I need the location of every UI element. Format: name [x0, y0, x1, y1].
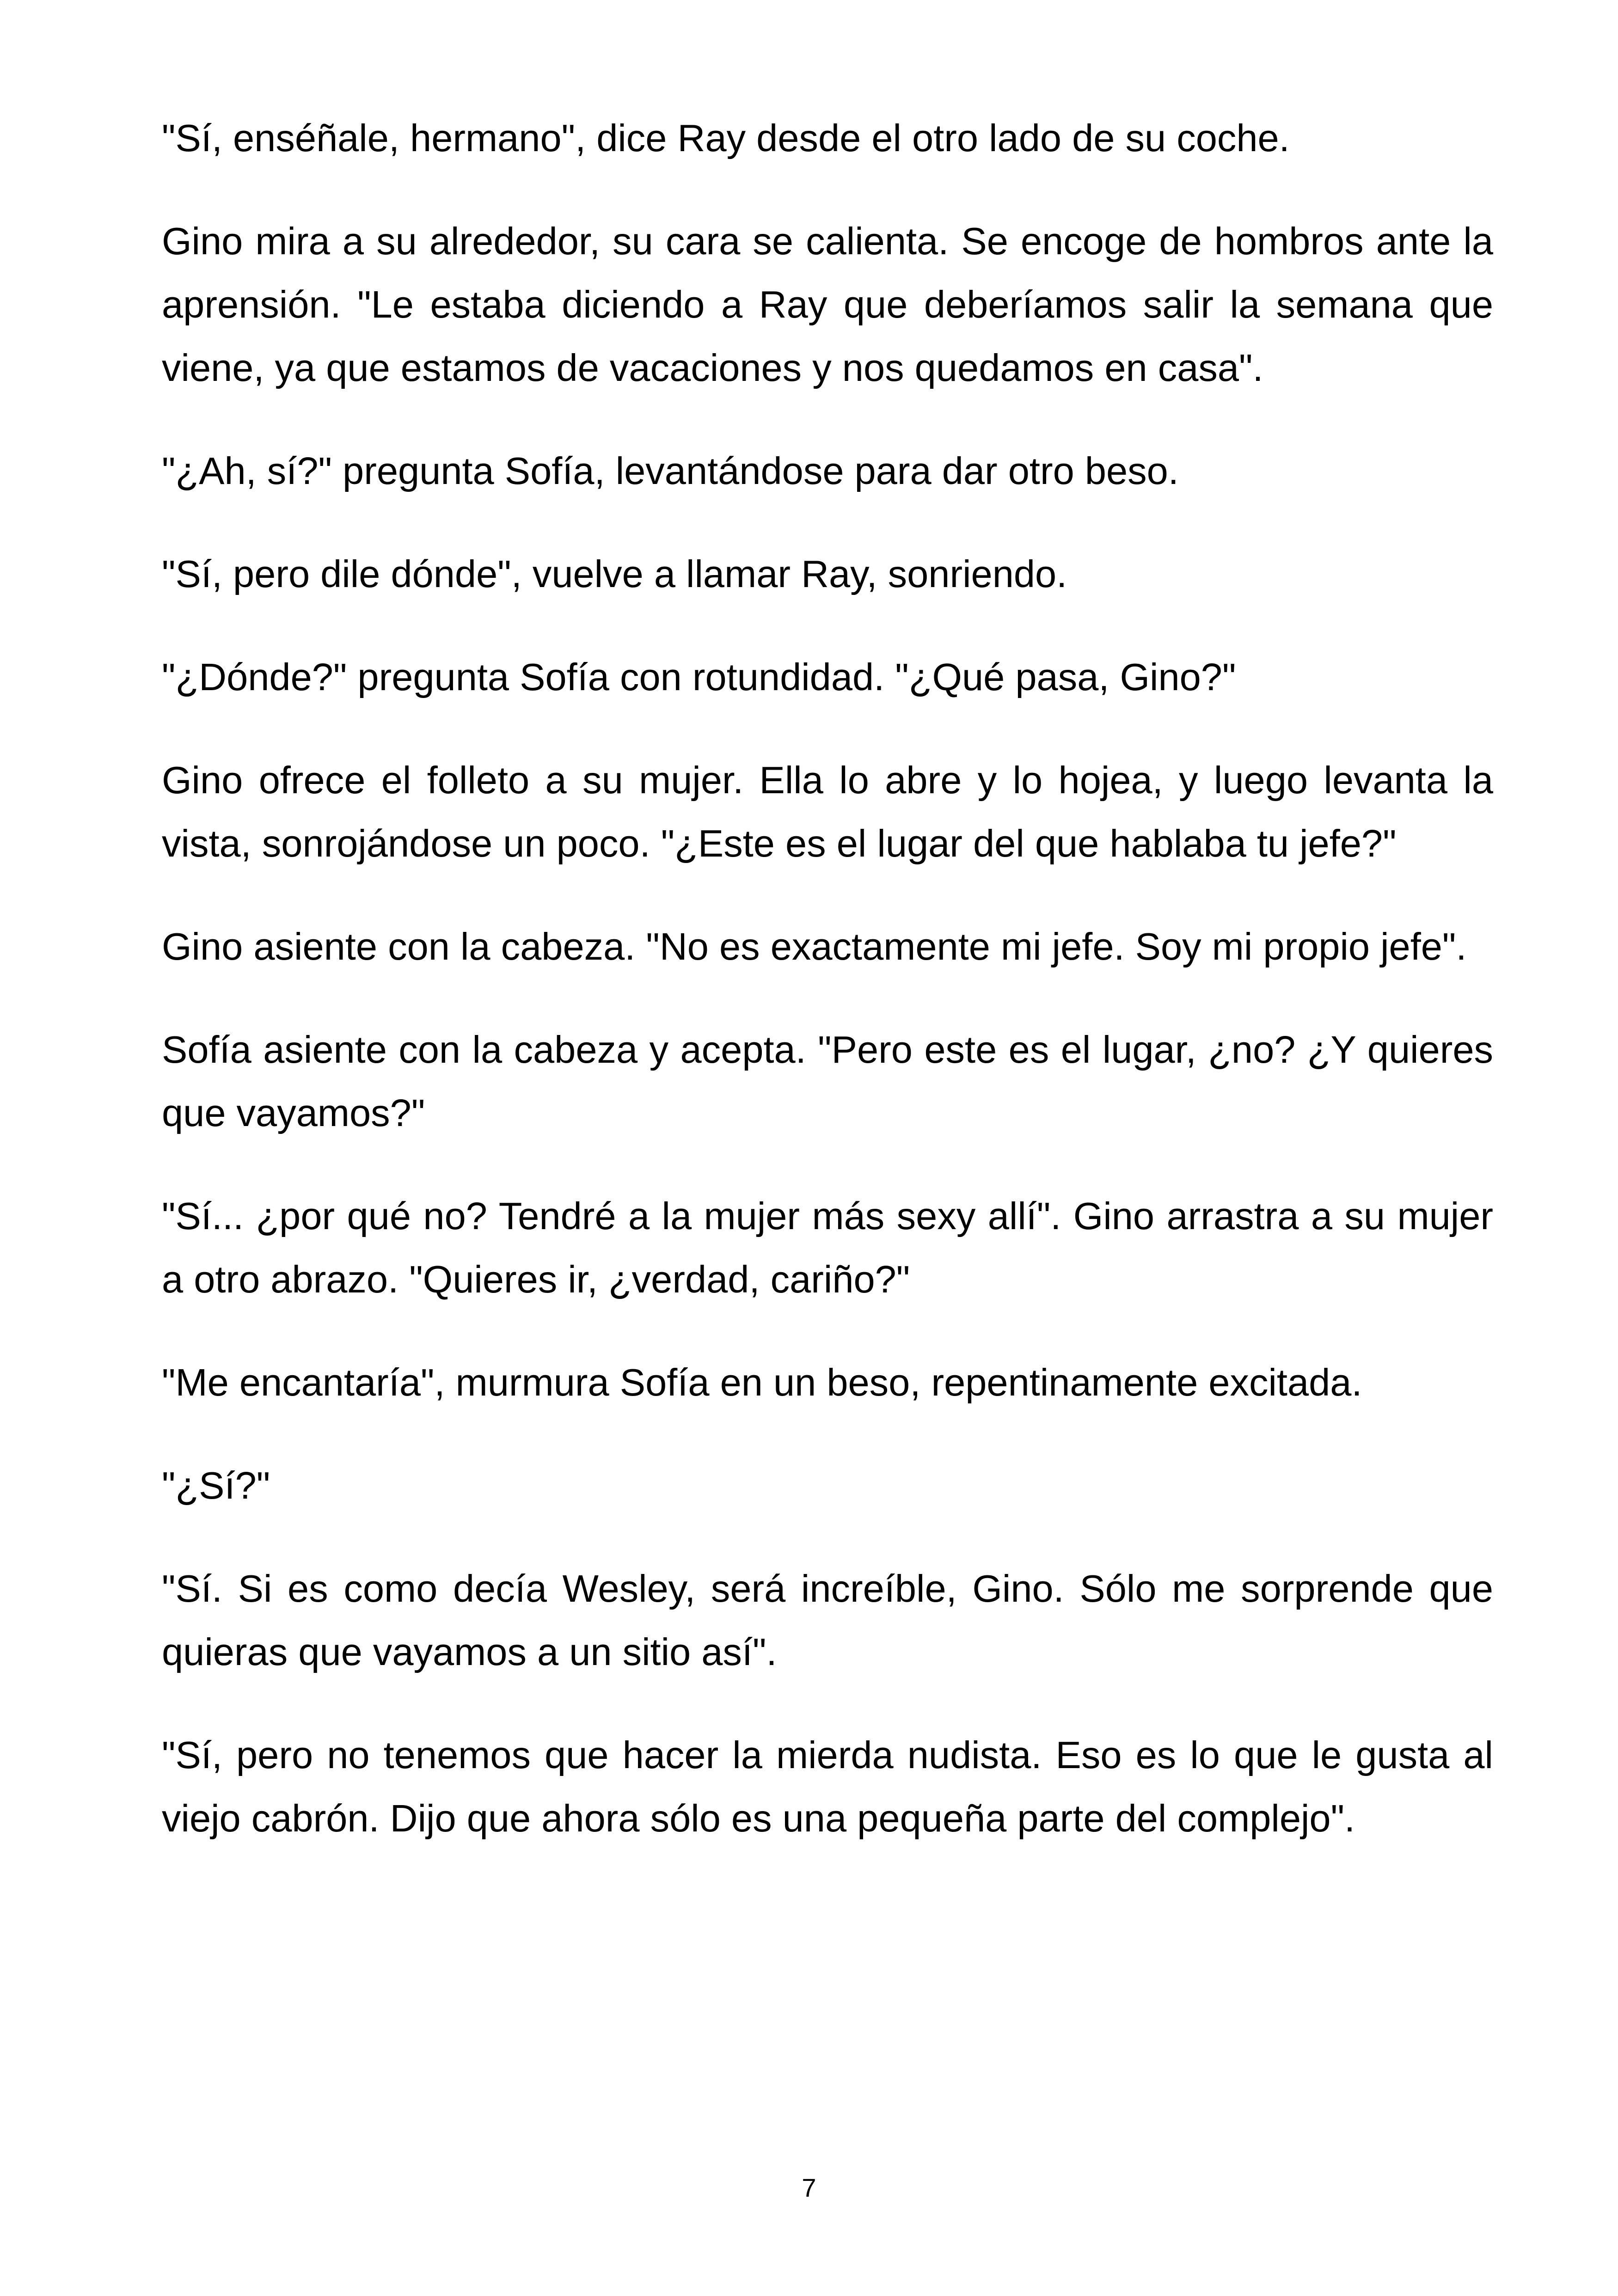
paragraph-7: Gino asiente con la cabeza. "No es exactamente mi jefe. Soy mi propio jefe".	[162, 925, 1467, 968]
paragraph-5: "¿Dónde?" pregunta Sofía con rotundidad. "¿Qué pasa, Gino?"	[162, 655, 1236, 698]
paragraph-4: "Sí, pero dile dónde", vuelve a llamar Ray, sonriendo.	[162, 552, 1067, 595]
paragraph-2: Gino mira a su alrededor, su cara se calienta. Se encoge de hombros ante la aprensión. "Le estaba diciendo a Ray que deberíamos salir la semana que viene, ya que estamos de vacaciones y nos quedamos en casa".	[162, 220, 1493, 389]
paragraph-3: "¿Ah, sí?" pregunta Sofía, levantándose para dar otro beso.	[162, 449, 1179, 492]
paragraph-1: "Sí, enséñale, hermano", dice Ray desde el otro lado de su coche.	[162, 116, 1290, 159]
paragraph-8: Sofía asiente con la cabeza y acepta. "Pero este es el lugar, ¿no? ¿Y quieres que vayamos?"	[162, 1028, 1493, 1134]
paragraph-12: "Sí. Si es como decía Wesley, será increíble, Gino. Sólo me sorprende que quieras que vayamos a un sitio así".	[162, 1567, 1493, 1673]
body-text	[162, 106, 1493, 1890]
paragraph-11: "¿Sí?"	[162, 1464, 270, 1507]
page-number: 7	[802, 2173, 816, 2202]
paragraph-6: Gino ofrece el folleto a su mujer. Ella lo abre y lo hojea, y luego levanta la vista, sonrojándose un poco. "¿Este es el lugar del que hablaba tu jefe?"	[162, 759, 1493, 865]
paragraph-13: "Sí, pero no tenemos que hacer la mierda nudista. Eso es lo que le gusta al viejo cabrón. Dijo que ahora sólo es una pequeña parte del complejo".	[162, 1733, 1493, 1840]
paragraph-10: "Me encantaría", murmura Sofía en un beso, repentinamente excitada.	[162, 1361, 1362, 1404]
paragraph-9: "Sí... ¿por qué no? Tendré a la mujer más sexy allí". Gino arrastra a su mujer a otro abrazo. "Quieres ir, ¿verdad, cariño?"	[162, 1194, 1493, 1301]
